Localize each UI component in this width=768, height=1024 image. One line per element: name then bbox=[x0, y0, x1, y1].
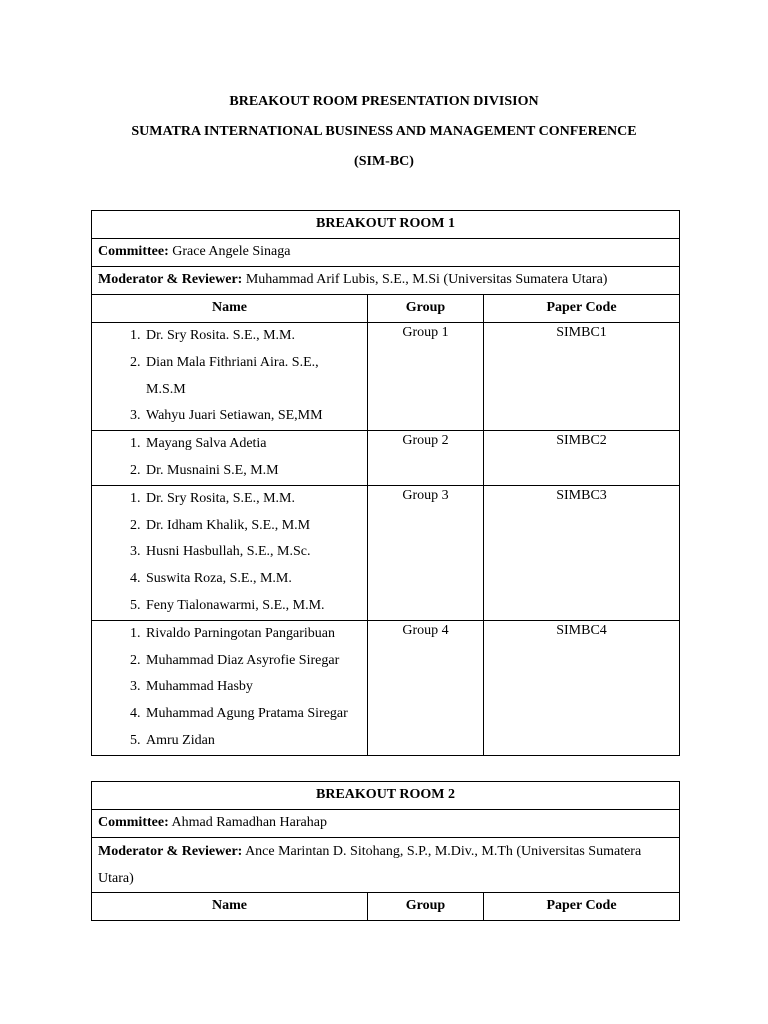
committee-value: Grace Angele Sinaga bbox=[168, 244, 291, 259]
list-item: 4. Suswita Roza, S.E., M.M. bbox=[144, 566, 361, 593]
name-list bbox=[98, 323, 361, 430]
list-item: 1. Rivaldo Parningotan Pangaribuan bbox=[144, 621, 361, 648]
table-row bbox=[92, 485, 680, 620]
name-list bbox=[98, 621, 361, 755]
group-cell: Group 4 bbox=[368, 620, 484, 755]
moderator-value: Ance Marintan D. Sitohang, S.P., M.Div., M.Th (Universitas Sumatera Utara) bbox=[98, 844, 642, 886]
name-list bbox=[98, 431, 361, 485]
paper-code-cell: SIMBC1 bbox=[484, 323, 680, 431]
group-cell: Group 1 bbox=[368, 323, 484, 431]
room-title: BREAKOUT ROOM 1 bbox=[92, 211, 680, 239]
group-cell: Group 3 bbox=[368, 485, 484, 620]
committee-label: Committee: bbox=[98, 244, 169, 259]
list-item: 5. Feny Tialonawarmi, S.E., M.M. bbox=[144, 593, 361, 620]
committee-value: Ahmad Ramadhan Harahap bbox=[168, 815, 327, 830]
committee-label: Committee: bbox=[98, 815, 169, 830]
breakout-room-1-table bbox=[91, 210, 680, 756]
list-item: 1. Dr. Sry Rosita. S.E., M.M. bbox=[144, 323, 361, 350]
list-item: 3. Muhammad Hasby bbox=[144, 674, 361, 701]
committee-row bbox=[92, 239, 680, 267]
list-item: 1. Mayang Salva Adetia bbox=[144, 431, 361, 458]
column-header-group: Group bbox=[368, 295, 484, 323]
table-row bbox=[92, 323, 680, 431]
moderator-row bbox=[92, 267, 680, 295]
paper-code-cell: SIMBC3 bbox=[484, 485, 680, 620]
title-line-1: BREAKOUT ROOM PRESENTATION DIVISION bbox=[229, 94, 539, 109]
breakout-room-2-table bbox=[91, 781, 680, 921]
committee-row bbox=[92, 810, 680, 838]
column-header-name: Name bbox=[92, 893, 368, 921]
moderator-label: Moderator & Reviewer: bbox=[98, 844, 243, 859]
column-header-paper-code: Paper Code bbox=[484, 295, 680, 323]
list-item: 2. Dr. Musnaini S.E, M.M bbox=[144, 458, 361, 485]
table-row bbox=[92, 620, 680, 755]
column-header-group: Group bbox=[368, 893, 484, 921]
list-item: 3. Wahyu Juari Setiawan, SE,MM bbox=[144, 403, 361, 430]
list-item: 2. Dian Mala Fithriani Aira. S.E., M.S.M bbox=[144, 350, 361, 404]
paper-code-cell: SIMBC4 bbox=[484, 620, 680, 755]
list-item: 3. Husni Hasbullah, S.E., M.Sc. bbox=[144, 539, 361, 566]
column-header-paper-code: Paper Code bbox=[484, 893, 680, 921]
name-list bbox=[98, 486, 361, 620]
title-line-2: SUMATRA INTERNATIONAL BUSINESS AND MANAGEMENT CONFERENCE bbox=[131, 124, 637, 139]
column-header-name: Name bbox=[92, 295, 368, 323]
moderator-row bbox=[92, 838, 680, 893]
group-cell: Group 2 bbox=[368, 431, 484, 486]
list-item: 5. Amru Zidan bbox=[144, 728, 361, 755]
list-item: 2. Dr. Idham Khalik, S.E., M.M bbox=[144, 513, 361, 540]
table-row bbox=[92, 431, 680, 486]
list-item: 4. Muhammad Agung Pratama Siregar bbox=[144, 701, 361, 728]
moderator-value: Muhammad Arif Lubis, S.E., M.Si (Universitas Sumatera Utara) bbox=[242, 272, 608, 287]
room-title: BREAKOUT ROOM 2 bbox=[92, 782, 680, 810]
list-item: 1. Dr. Sry Rosita, S.E., M.M. bbox=[144, 486, 361, 513]
moderator-label: Moderator & Reviewer: bbox=[98, 272, 243, 287]
title-line-3: (SIM-BC) bbox=[354, 154, 414, 169]
list-item: 2. Muhammad Diaz Asyrofie Siregar bbox=[144, 648, 361, 675]
paper-code-cell: SIMBC2 bbox=[484, 431, 680, 486]
document-titles bbox=[0, 92, 768, 182]
